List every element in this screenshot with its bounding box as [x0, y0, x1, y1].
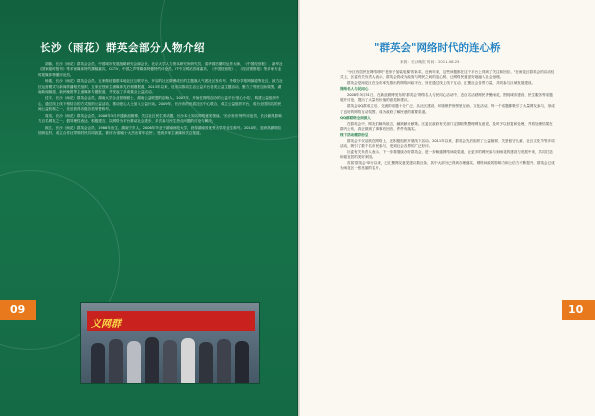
person-figure — [199, 342, 213, 383]
group-photo — [80, 302, 260, 384]
profile-paragraph: 胡蓉，长沙（雨花）群英会会员，中国城市发展战略研究会副会长，北京大学人力资本研究所研究员，清华园后期时运作大师，《中国经营报》、新华社《国家级时报刊》等多家媒体特约撰稿嘉宾，CCTV、中国之声等媒体特邀特约评论员，IT中文网站首席嘉宾，《中国经营报》、《经济观察报》等多家专业时报媒体特邀评论员。 — [38, 62, 283, 77]
profile-paragraph: 周岚，长沙（雨花）群英会会员，2008年3月开通新浪微博，关注社区民生类话题，长沙本土知名网络意见领袖，'长沙发布'特约评论员，长沙最具影响力百名网友之一，倡导理性表达、积极建言，以网络为平台推动社会进步，多次参与民生热点问题的讨论与解决。 — [38, 113, 282, 123]
article-paragraph: "小区有居民在网络呼吁'老房子加装电梯'的诉求，近两年来，这些问题都在这个平台上得到了关注和回应。"在雨花区群英会的启动仪式上，区委有关负责人表示，群英会将成为政府与网民之间的连心桥，让网络民意更好地融入社会治理。 — [340, 70, 555, 80]
person-figure — [181, 338, 195, 383]
person-figure — [235, 341, 249, 383]
page-number-tab — [562, 300, 595, 320]
section-subheading: QQ群联络全面深入 — [340, 115, 371, 120]
profile-paragraph: 佳宇，长沙（雨花）群英会会员，湖南大学企业管理硕士，湖南公益联盟的创始人。2007年，开始在网络创办的公益平台'爱心小站'，构建公益组织中心，通过线上线下相结合的方式组织公益活动，推动爱心人士加入公益行动。2009年，长沙市的优质社区中心联合，成立公益组织平台，成为全国知名的民间公益机构之一，先后获得各级各类荣誉称号。 — [38, 96, 282, 112]
right-article-body — [340, 70, 556, 390]
page-number-tab — [0, 300, 36, 320]
right-page-title: "群英会"网络时代的连心桥 — [374, 42, 501, 54]
page-number: 10 — [568, 303, 584, 316]
left-article-body — [38, 62, 283, 292]
left-page-title: 长沙（雨花）群英会部分人物介绍 — [40, 42, 205, 54]
section-subheading: 线下活动精彩纷呈 — [340, 133, 369, 138]
person-figure — [145, 337, 159, 383]
article-paragraph: 2008年3月31日，在新浪微博发布的'群英会'网络名人与民同心活动中，近百名活跃网民齐聚雨花，围绕城市建设、民生服务等话题展开讨论，提出了大量有价值的意见和建议。 — [340, 93, 553, 103]
article-meta: 来源：长沙晚报 时间：2011-08-25 — [400, 60, 460, 64]
person-figure — [127, 341, 141, 383]
right-page — [300, 0, 595, 416]
page-number: 09 — [10, 303, 26, 316]
person-figure — [109, 339, 123, 383]
photo-red-banner — [87, 311, 255, 331]
article-paragraph: 群英会是雨花区在全市率先推出的网络问政平台，旨在通过线上线下互动，汇聚社会各界力量，共同参与区域发展建设。 — [347, 81, 535, 86]
profile-paragraph: 杨重，长沙（雨花）群英会会员，五家微信通联本地社区互联平台，开启的社区微博成长的主题旗人气团社区发布号、外联分享报网频道等社区，致力社区运营模式与新闻传播相关组织，五家正独家主流媒体先后相继报道，2013年以来，杜市以推动生活公益平台各类公益主题活动，聚力了邻里互助氛围，湖南新闻频道、新民晚报等主流媒体专题报道，并发起了多项重点公益活动。 — [38, 79, 283, 94]
person-figure — [217, 339, 231, 383]
section-subheading: 网络名人与民同心 — [340, 87, 369, 92]
article-paragraph: 首届'群英会'举行以来，已汇聚网友意见建议数百条，其中大部分已得到办理落实，网络问政的影响力和公信力不断提升，群英会已成为雨花区一张亮丽的名片。 — [340, 161, 555, 171]
article-paragraph: 在群英会中，网友们畅所欲言，踊跃献计献策。区委区政府有关部门定期收集整理网友意见，及时予以回复和处理，并将处理结果在群内公布，真正做到了事事有回音、件件有落实。 — [340, 121, 553, 131]
profile-paragraph: 欧江，长沙（雨花）群英会会员，1986年出生，湖南宁乡人。2006年毕业于湖南师范大学，获得湖南省优秀大学毕业生称号。2010年，放弃高薪职位回到农村，成立合作社带领村民共同致富，被评为'湖南十大杰出青年农民'，受到多家主流媒体关注报道。 — [38, 125, 282, 135]
person-figure — [163, 340, 177, 383]
photo-banner-text: 义网群 — [91, 319, 121, 330]
person-figure — [91, 343, 105, 383]
article-paragraph: 群英会QQ群成立后，交流的话题十分广泛，从社区建设、环境保护到邻里互助、文化活动，每一个话题都吸引了大量网友参与，形成了良好的网络互动氛围，成为政府了解民意的重要渠道。 — [340, 104, 555, 114]
article-paragraph: 区委有关负责人表示，下一步将继续办好群英会，进一步畅通网络问政渠道，让更多的网民参与到雨花的建设与发展中来，共同打造和谐宜居的美好家园。 — [340, 150, 553, 160]
article-paragraph: 群英会不仅活跃在网络上，还积极组织开展线下活动。2011年以来，群英会先后组织了公益植树、关爱留守儿童、社区文化节等多项活动，吸引了数千名市民参与，受到社会各界的广泛好评。 — [340, 138, 555, 149]
